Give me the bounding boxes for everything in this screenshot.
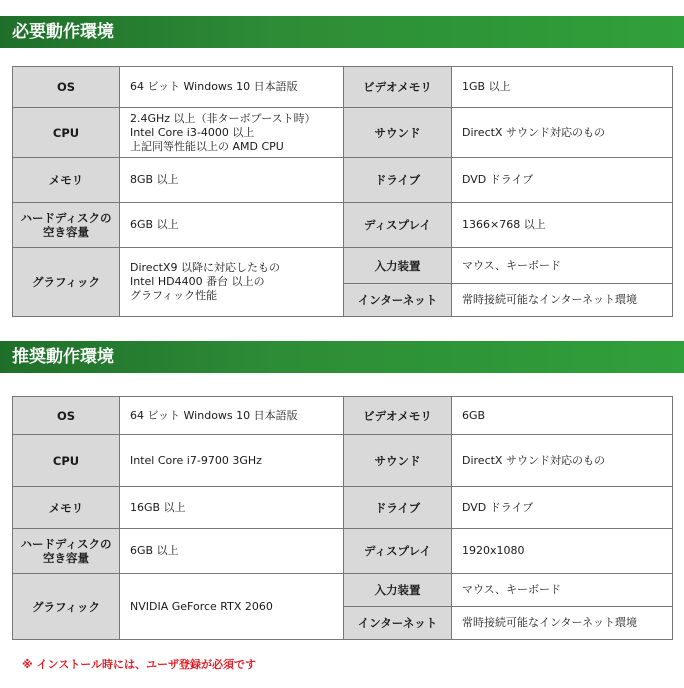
table-row [13, 529, 673, 574]
display-value: 1366×768 以上 [452, 203, 673, 248]
registration-note: ※ インストール時には、ユーザ登録が必須です [22, 658, 256, 671]
cpu-value: Intel Core i7-9700 3GHz [120, 435, 344, 487]
input-label: 入力装置 [344, 248, 452, 284]
os-value: 64 ビット Windows 10 日本語版 [120, 397, 344, 435]
hdd-label [13, 203, 120, 248]
drive-value: DVD ドライブ [452, 487, 673, 529]
drive-value: DVD ドライブ [452, 158, 673, 203]
table-row [13, 158, 673, 203]
table-row [13, 203, 673, 248]
cpu-value [120, 108, 344, 158]
display-label: ディスプレイ [344, 203, 452, 248]
memory-value: 16GB 以上 [120, 487, 344, 529]
graphics-label: グラフィック [13, 248, 120, 317]
hdd-label-line: 空き容量 [43, 225, 89, 239]
memory-label: メモリ [13, 158, 120, 203]
hdd-value: 6GB 以上 [120, 529, 344, 574]
os-label: OS [13, 67, 120, 108]
cpu-line: 上記同等性能以上の AMD CPU [130, 139, 284, 153]
minimum-requirements-table [12, 66, 673, 317]
input-value: マウス、キーボード [452, 248, 673, 284]
graphics-label: グラフィック [13, 574, 120, 640]
recommended-requirements-table [12, 396, 673, 640]
cpu-label: CPU [13, 435, 120, 487]
graphics-line: DirectX9 以降に対応したもの [130, 261, 280, 274]
drive-label: ドライブ [344, 158, 452, 203]
hdd-value: 6GB 以上 [120, 203, 344, 248]
video-memory-label: ビデオメモリ [344, 397, 452, 435]
drive-label: ドライブ [344, 487, 452, 529]
sound-label: サウンド [344, 108, 452, 158]
table-row [13, 435, 673, 487]
os-label: OS [13, 397, 120, 435]
internet-label: インターネット [344, 607, 452, 640]
display-label: ディスプレイ [344, 529, 452, 574]
hdd-label-line: ハードディスクの [20, 211, 112, 225]
hdd-label-line: ハードディスクの [20, 537, 112, 551]
sound-value: DirectX サウンド対応のもの [452, 108, 673, 158]
cpu-line: 2.4GHz 以上（非ターボブースト時） [130, 111, 316, 125]
table-row [13, 108, 673, 158]
input-label: 入力装置 [344, 574, 452, 607]
sound-value: DirectX サウンド対応のもの [452, 435, 673, 487]
graphics-line: Intel HD4400 番台 以上の [130, 275, 265, 288]
minimum-requirements-title: 必要動作環境 [0, 16, 684, 48]
video-memory-value: 6GB [452, 397, 673, 435]
graphics-value [120, 248, 344, 317]
table-row [13, 574, 673, 607]
table-row [13, 487, 673, 529]
memory-value: 8GB 以上 [120, 158, 344, 203]
internet-value: 常時接続可能なインターネット環境 [452, 284, 673, 317]
hdd-label [13, 529, 120, 574]
sound-label: サウンド [344, 435, 452, 487]
hdd-label-line: 空き容量 [43, 551, 89, 565]
graphics-line: グラフィック性能 [130, 289, 218, 302]
table-row [13, 67, 673, 108]
internet-value: 常時接続可能なインターネット環境 [452, 607, 673, 640]
video-memory-value: 1GB 以上 [452, 67, 673, 108]
internet-label: インターネット [344, 284, 452, 317]
table-row [13, 397, 673, 435]
display-value: 1920x1080 [452, 529, 673, 574]
video-memory-label: ビデオメモリ [344, 67, 452, 108]
cpu-line: Intel Core i3-4000 以上 [130, 125, 255, 139]
recommended-requirements-title: 推奨動作環境 [0, 341, 684, 373]
graphics-value: NVIDIA GeForce RTX 2060 [120, 574, 344, 640]
os-value: 64 ビット Windows 10 日本語版 [120, 67, 344, 108]
table-row [13, 248, 673, 284]
memory-label: メモリ [13, 487, 120, 529]
cpu-label: CPU [13, 108, 120, 158]
input-value: マウス、キーボード [452, 574, 673, 607]
